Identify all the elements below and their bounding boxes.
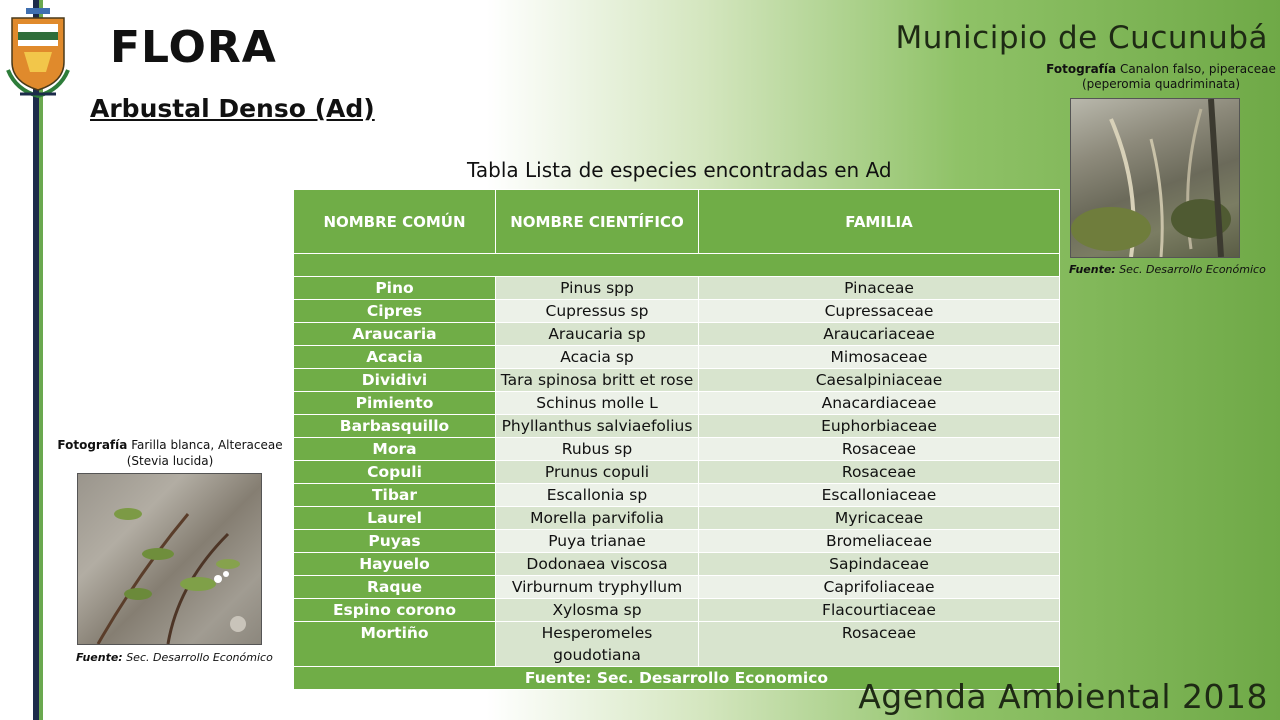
cell-common-name: Hayuelo (294, 553, 496, 576)
header-common-name: NOMBRE COMÚN (294, 190, 496, 254)
table-source: Fuente: Sec. Desarrollo Economico (294, 667, 1060, 690)
cell-common-name: Espino corono (294, 599, 496, 622)
photo-left-label: Fotografía (57, 438, 128, 452)
cell-scientific-name: Cupressus sp (496, 300, 699, 323)
cell-common-name: Cipres (294, 300, 496, 323)
cell-scientific-name (496, 622, 699, 667)
cell-common-name: Raque (294, 576, 496, 599)
table-row (294, 438, 1060, 461)
cell-family: Sapindaceae (699, 553, 1060, 576)
cell-family: Araucariaceae (699, 323, 1060, 346)
cell-family: Caprifoliaceae (699, 576, 1060, 599)
table-row (294, 369, 1060, 392)
cell-common-name: Laurel (294, 507, 496, 530)
photo-right-caption-text: Canalon falso, piperaceae (1119, 62, 1276, 76)
cell-scientific-name: Morella parvifolia (496, 507, 699, 530)
table-row (294, 300, 1060, 323)
photo-right-source-label: Fuente: (1069, 263, 1116, 276)
cell-common-name: Dividivi (294, 369, 496, 392)
photo-right-label: Fotografía (1046, 62, 1117, 76)
cell-scientific-name: Prunus copuli (496, 461, 699, 484)
table-row (294, 553, 1060, 576)
photo-left-caption-species: (Stevia lucida) (126, 454, 214, 468)
cell-scientific-name: Rubus sp (496, 438, 699, 461)
cell-family: Bromeliaceae (699, 530, 1060, 553)
table-row (294, 599, 1060, 622)
cell-family: Rosaceae (699, 438, 1060, 461)
cell-scientific-name: Tara spinosa britt et rose (496, 369, 699, 392)
photo-left-source-text: Sec. Desarrollo Económico (126, 651, 273, 664)
table-row (294, 622, 1060, 667)
table-row (294, 415, 1060, 438)
coat-of-arms-logo (6, 6, 70, 100)
table-row (294, 530, 1060, 553)
cell-family: Euphorbiaceae (699, 415, 1060, 438)
photo-right-caption-species: (peperomia quadriminata) (1081, 77, 1241, 91)
cell-common-name: Pino (294, 277, 496, 300)
cell-common-name: Puyas (294, 530, 496, 553)
header-family: FAMILIA (699, 190, 1060, 254)
cell-scientific-name: Araucaria sp (496, 323, 699, 346)
cell-family: Pinaceae (699, 277, 1060, 300)
photo-right-source-text: Sec. Desarrollo Económico (1119, 263, 1266, 276)
table-row (294, 484, 1060, 507)
photo-right-source (1069, 263, 1266, 276)
cell-common-name: Mora (294, 438, 496, 461)
photo-left-source-label: Fuente: (76, 651, 123, 664)
cell-family: Escalloniaceae (699, 484, 1060, 507)
cell-family: Cupressaceae (699, 300, 1060, 323)
header-scientific-name: NOMBRE CIENTÍFICO (496, 190, 699, 254)
photo-right-caption (1046, 62, 1276, 92)
cell-family: Myricaceae (699, 507, 1060, 530)
cell-scientific-name: Pinus spp (496, 277, 699, 300)
photo-farilla-blanca (77, 473, 262, 645)
cell-common-name: Araucaria (294, 323, 496, 346)
table-header-row (294, 190, 1060, 254)
cell-family: Caesalpiniaceae (699, 369, 1060, 392)
table-row (294, 277, 1060, 300)
cell-scientific-name: Virburnum tryphyllum (496, 576, 699, 599)
cell-scientific-name: Acacia sp (496, 346, 699, 369)
species-table-body (294, 254, 1060, 622)
left-bar-green (39, 0, 43, 720)
page-subtitle: Arbustal Denso (Ad) (90, 94, 375, 123)
photo-left-source (76, 651, 273, 664)
cell-scientific-name: Schinus molle L (496, 392, 699, 415)
table-row (294, 507, 1060, 530)
cell-common-name: Barbasquillo (294, 415, 496, 438)
table-caption: Tabla Lista de especies encontradas en Ad (467, 158, 892, 182)
cell-common-name: Tibar (294, 484, 496, 507)
cell-scientific-name: Phyllanthus salviaefolius (496, 415, 699, 438)
photo-canalon-falso (1070, 98, 1240, 258)
cell-common-name: Acacia (294, 346, 496, 369)
table-row (294, 461, 1060, 484)
species-table (293, 189, 1060, 690)
cell-scientific-name: Puya trianae (496, 530, 699, 553)
table-row (294, 392, 1060, 415)
cell-family: Flacourtiaceae (699, 599, 1060, 622)
cell-common-name: Copuli (294, 461, 496, 484)
cell-scientific-name: Escallonia sp (496, 484, 699, 507)
cell-family: Anacardiaceae (699, 392, 1060, 415)
cell-scientific-name-line2: goudotiana (553, 646, 641, 664)
photo-canalon-falso-image (1071, 99, 1239, 257)
header-separator (294, 254, 1060, 277)
page-title: FLORA (110, 22, 277, 73)
table-row (294, 346, 1060, 369)
table-row (294, 576, 1060, 599)
municipality-name: Municipio de Cucunubá (895, 20, 1268, 56)
photo-farilla-blanca-image (78, 474, 261, 644)
agenda-title: Agenda Ambiental 2018 (858, 677, 1268, 716)
photo-left-caption-text: Farilla blanca, Alteraceae (131, 438, 283, 452)
cell-family: Mimosaceae (699, 346, 1060, 369)
photo-left-caption (50, 437, 290, 469)
cell-scientific-name: Dodonaea viscosa (496, 553, 699, 576)
cell-family: Rosaceae (699, 622, 1060, 667)
cell-scientific-name-line1: Hesperomeles (541, 624, 653, 642)
cell-common-name: Mortiño (294, 622, 496, 667)
cell-scientific-name: Xylosma sp (496, 599, 699, 622)
table-row (294, 323, 1060, 346)
cell-common-name: Pimiento (294, 392, 496, 415)
cell-family: Rosaceae (699, 461, 1060, 484)
